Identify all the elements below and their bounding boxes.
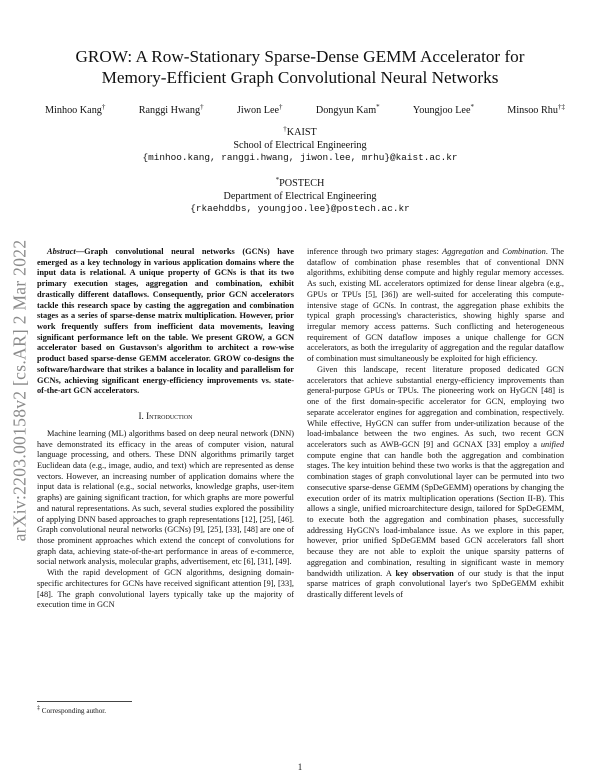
author: Minhoo Kang†: [45, 103, 106, 116]
author: Dongyun Kam*: [315, 103, 380, 116]
author: Minsoo Rhu†‡: [507, 103, 565, 116]
affiliation-emails: {minhoo.kang, ranggi.hwang, jiwon.lee, mrhu}@kaist.ac.kr: [142, 152, 458, 163]
author: Jiwon Lee†: [236, 103, 283, 116]
abstract-label: Abstract: [47, 247, 76, 256]
affiliation-emails: {rkaehddbs, youngjoo.lee}@postech.ac.kr: [190, 203, 410, 214]
affiliation-postech: [40, 178, 560, 216]
title-line-2: Memory-Efficient Graph Convolutional Neural Networks: [101, 68, 499, 87]
paragraph: inference through two primary stages: Aggregation and Combination. The dataflow of combination phase resembles that of conventional DNN algorithms, exhibiting dense compute and highly regular memory accesses. As such, existing ML accelerators optimized for dense linear algebra (e.g., GPUs or TPUs [5], [36]) are well-suited for accelerating this compute-intensive stage of GCNs. In contrast, the aggregation phase exhibits the typical graph processing's characteristics, showing highly sparse and irregular memory access patterns. Such conflicting and heterogeneous requirement of GCN dataflow imposes a unique challenge for GCN accelerators, as both the irregularity of aggregation and the regular dataflow of combination must simultaneously be exploited for high efficiency.: [307, 247, 564, 364]
footnote: ‡ Corresponding author.: [37, 701, 132, 715]
author-list: [45, 105, 565, 116]
paper-title: [40, 46, 560, 88]
affiliation-school: School of Electrical Engineering: [233, 139, 367, 151]
affiliation-institution: †KAIST: [283, 125, 317, 138]
paragraph: With the rapid development of GCN algorithms, designing domain-specific architectures for GCNs have received significant attention [9], [33], [48]. The graph convolutional layers typically take up the majority of execution time in GCN: [37, 568, 294, 610]
page-number: 1: [297, 762, 303, 772]
title-line-1: GROW: A Row-Stationary Sparse-Dense GEMM Accelerator for: [75, 47, 525, 66]
affiliation-institution: *POSTECH: [275, 176, 325, 189]
section-heading: I. Introduction: [138, 411, 193, 422]
affiliation-school: Department of Electrical Engineering: [223, 190, 377, 202]
right-column: [307, 247, 564, 601]
paragraph: Machine learning (ML) algorithms based on deep neural network (DNN) have demonstrated its efficacy in the areas of computer vision, natural language processing, and others. These DNN algorithms primarily target Euclidean data (e.g., image, audio, and text) which are represented as dense vectors. However, an increasing number of application domains where the input data is relational (e.g., social networks, knowledge graphs, user-item graphs) are gaining significant traction, for which graphs are more powerful and natural representations. As such, several studies explored the possibility of applying DNN based approaches to graph representations [12], [25], [46]. Graph convolutional neural networks (GCNs) [9], [25], [33], [48] are one of those prominent approaches which extend the concept of convolutions for graph data, achieving state-of-the-art performance in areas of e-commerce, social network analysis, molecular graphs, advertisement, etc [6], [31], [49].: [37, 428, 294, 567]
author: Youngjoo Lee*: [412, 103, 474, 116]
arxiv-identifier: arXiv:2203.00158v2 [cs.AR] 2 Mar 2022: [9, 239, 30, 541]
affiliation-kaist: [40, 127, 560, 165]
author: Ranggi Hwang†: [138, 103, 204, 116]
abstract: Abstract—Graph convolutional neural networks (GCNs) have emerged as a key technology in various application domains where the input data is relational. A unique property of GCNs is that its two primary execution stages, aggregation and combination, exhibit drastically different dataflows. Consequently, prior GCN accelerators tackle this research space by casting the aggregation and combination stages as a series of sparse-dense matrix multiplication. However, prior work frequently suffers from inefficient data movements, leaving significant performance left on the table. We present GROW, a GCN accelerator based on Gustavson's algorithm to architect a row-wise product based sparse-dense GEMM accelerator. GROW co-designs the software/hardware that strikes a balance in locality and parallelism for GCNs, achieving significant energy-efficiency improvements vs. state-of-the-art GCN accelerators.: [37, 247, 294, 396]
paragraph: Given this landscape, recent literature proposed dedicated GCN accelerators that achieve substantial energy-efficiency improvements than general-purpose GPUs or TPUs. The pioneering work on HyGCN [48] is one of the first domain-specific accelerator for GCN, employing two separate accelerator engines for aggregation and combination, respectively. While effective, HyGCN can suffer from under-utilization because of the load-imbalance between the two engines. As such, two recent GCN accelerators such as AWB-GCN [9] and GCNAX [33] employ a unified compute engine that can handle both the aggregation and combination stages. The key intuition behind these two works is that the aggregation and combination stages of graph convolutional layer can be permuted into two consecutive sparse-dense GEMM (SpDeGEMM) operations by changing the execution order of its matrix multiplication operations (Section II-B). This allows a single, unified microarchitecture design, tailored for SpDeGEMM, to execute both the aggregation and combination phases, successfully addressing HyGCN's load-imbalance issue. As we explore in this paper, however, prior unified SpDeGEMM based GCN accelerators fall short because they are not able to exploit the unique sparsity patterns of aggregation and combination, resulting in significant waste in memory bandwidth utilization. A key observation of our study is that the input sparse matrices of graph convolutional layer's two SpDeGEMM exhibit drastically different levels of: [307, 364, 564, 599]
left-column: [37, 247, 294, 611]
